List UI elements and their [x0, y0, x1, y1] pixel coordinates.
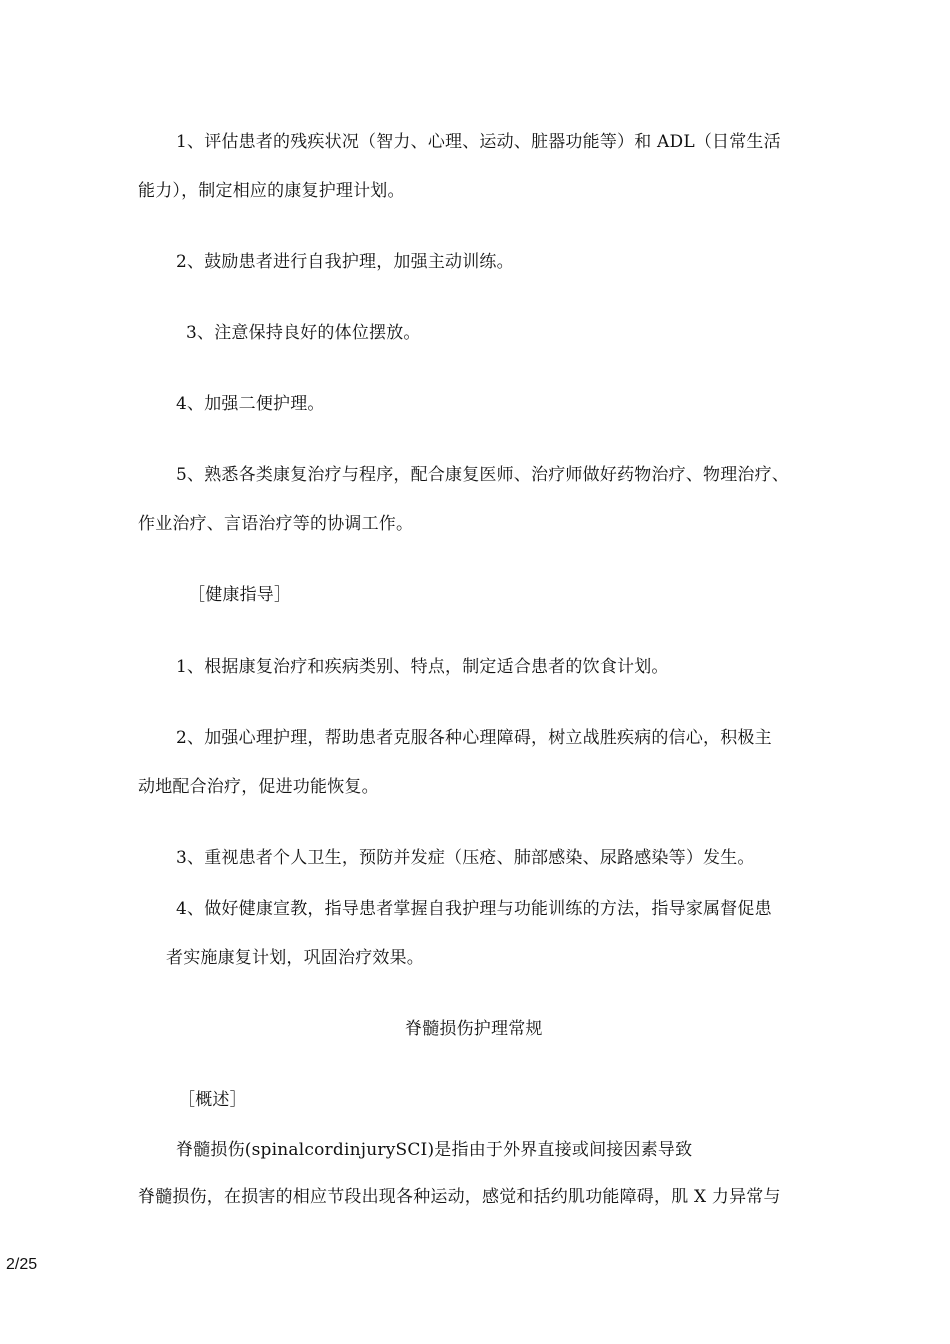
- paragraph-4: 4、加强二便护理。: [176, 394, 325, 414]
- health-guidance-heading: ［健康指导］: [188, 585, 292, 605]
- guidance-item-4-line-2: 者实施康复计划，巩固治疗效果。: [166, 948, 424, 968]
- guidance-item-4-line-1: 4、做好健康宣教，指导患者掌握自我护理与功能训练的方法，指导家属督促患: [176, 899, 772, 919]
- paragraph-2: 2、鼓励患者进行自我护理，加强主动训练。: [176, 252, 514, 272]
- paragraph-3: 3、注意保持良好的体位摆放。: [186, 323, 421, 343]
- paragraph-5-line-1: 5、熟悉各类康复治疗与程序，配合康复医师、治疗师做好药物治疗、物理治疗、: [176, 465, 790, 485]
- guidance-item-2-line-1: 2、加强心理护理，帮助患者克服各种心理障碍，树立战胜疾病的信心，积极主: [176, 728, 772, 748]
- paragraph-5-line-2: 作业治疗、言语治疗等的协调工作。: [138, 514, 414, 534]
- overview-line-1: 脊髓损伤(spinalcordinjurySCI)是指由于外界直接或间接因素导致: [176, 1140, 693, 1160]
- guidance-item-2-line-2: 动地配合治疗，促进功能恢复。: [138, 777, 379, 797]
- overview-line-2: 脊髓损伤，在损害的相应节段出现各种运动，感觉和括约肌功能障碍，肌 X 力异常与: [138, 1187, 781, 1207]
- section-title: 脊髓损伤护理常规: [405, 1019, 543, 1039]
- page-indicator: 2/25: [6, 1256, 38, 1273]
- paragraph-1-line-2: 能力），制定相应的康复护理计划。: [138, 181, 405, 201]
- overview-heading: ［概述］: [178, 1090, 247, 1110]
- paragraph-1-line-1: 1、评估患者的残疾状况（智力、心理、运动、脏器功能等）和 ADL（日常生活: [176, 132, 781, 152]
- guidance-item-3: 3、重视患者个人卫生，预防并发症（压疮、肺部感染、尿路感染等）发生。: [176, 848, 755, 868]
- guidance-item-1: 1、根据康复治疗和疾病类别、特点，制定适合患者的饮食计划。: [176, 657, 669, 677]
